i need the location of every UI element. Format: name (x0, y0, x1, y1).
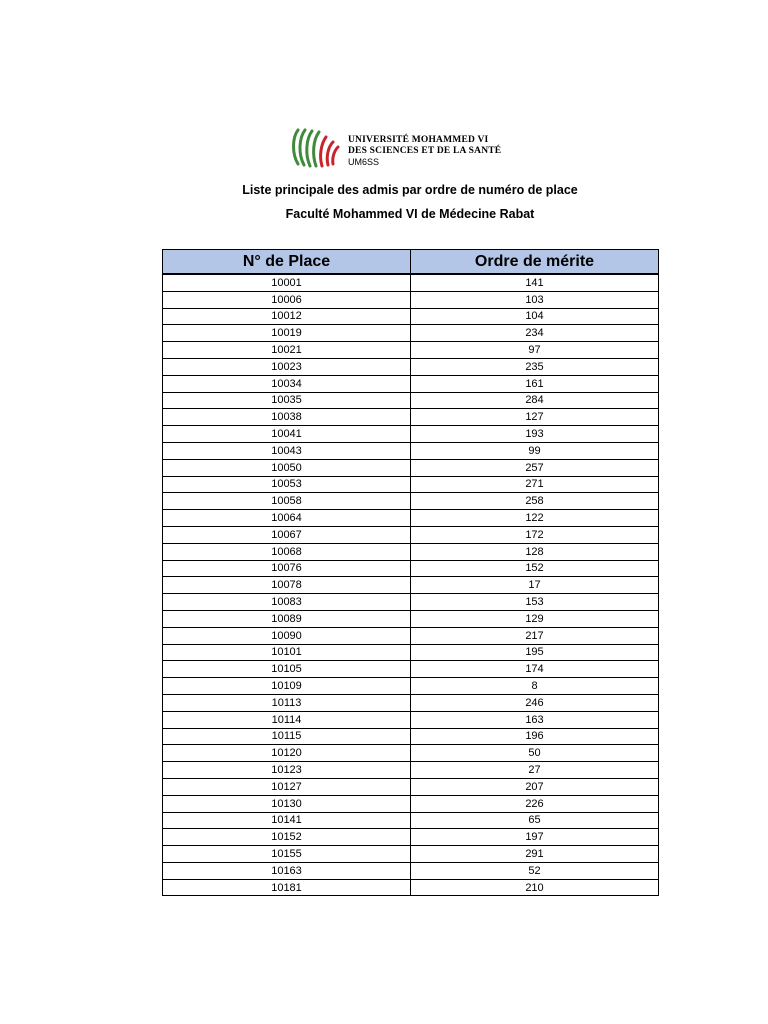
place-number-cell: 10120 (163, 745, 411, 762)
page-title: Liste principale des admis par ordre de numéro de place (242, 183, 578, 197)
place-number-cell: 10083 (163, 594, 411, 611)
merit-rank-cell: 103 (411, 291, 659, 308)
merit-rank-cell: 8 (411, 678, 659, 695)
column-header-merit: Ordre de mérite (411, 250, 659, 275)
table-row (163, 594, 659, 611)
logo-text (348, 135, 501, 167)
place-number-cell: 10130 (163, 795, 411, 812)
table-row (163, 375, 659, 392)
merit-rank-cell: 161 (411, 375, 659, 392)
table-row (163, 678, 659, 695)
place-number-cell: 10023 (163, 358, 411, 375)
place-number-cell: 10006 (163, 291, 411, 308)
table-row (163, 426, 659, 443)
place-number-cell: 10067 (163, 526, 411, 543)
table-row (163, 610, 659, 627)
table-row (163, 493, 659, 510)
table-row (163, 459, 659, 476)
table-row (163, 543, 659, 560)
place-number-cell: 10123 (163, 762, 411, 779)
table-row (163, 392, 659, 409)
logo-emblem-icon (288, 124, 344, 170)
merit-rank-cell: 17 (411, 577, 659, 594)
place-number-cell: 10155 (163, 846, 411, 863)
page-subtitle: Faculté Mohammed VI de Médecine Rabat (285, 207, 535, 221)
merit-rank-cell: 195 (411, 644, 659, 661)
university-logo (288, 124, 528, 170)
place-number-cell: 10038 (163, 409, 411, 426)
merit-rank-cell: 196 (411, 728, 659, 745)
merit-rank-cell: 152 (411, 560, 659, 577)
merit-rank-cell: 128 (411, 543, 659, 560)
merit-rank-cell: 122 (411, 510, 659, 527)
merit-rank-cell: 163 (411, 711, 659, 728)
place-number-cell: 10101 (163, 644, 411, 661)
merit-rank-cell: 246 (411, 694, 659, 711)
place-number-cell: 10141 (163, 812, 411, 829)
merit-rank-cell: 284 (411, 392, 659, 409)
place-number-cell: 10068 (163, 543, 411, 560)
admitted-table (162, 249, 659, 896)
table-row (163, 560, 659, 577)
merit-rank-cell: 52 (411, 862, 659, 879)
table-row (163, 308, 659, 325)
place-number-cell: 10058 (163, 493, 411, 510)
table-row (163, 274, 659, 291)
place-number-cell: 10152 (163, 829, 411, 846)
table-row (163, 745, 659, 762)
merit-rank-cell: 50 (411, 745, 659, 762)
place-number-cell: 10181 (163, 879, 411, 896)
table-header-row (163, 250, 659, 275)
merit-rank-cell: 291 (411, 846, 659, 863)
merit-rank-cell: 193 (411, 426, 659, 443)
place-number-cell: 10001 (163, 274, 411, 291)
column-header-place: N° de Place (163, 250, 411, 275)
merit-rank-cell: 257 (411, 459, 659, 476)
place-number-cell: 10109 (163, 678, 411, 695)
table-row (163, 728, 659, 745)
merit-rank-cell: 234 (411, 325, 659, 342)
place-number-cell: 10105 (163, 661, 411, 678)
place-number-cell: 10012 (163, 308, 411, 325)
university-abbreviation: UM6SS (348, 157, 380, 167)
merit-rank-cell: 235 (411, 358, 659, 375)
place-number-cell: 10113 (163, 694, 411, 711)
table-row (163, 325, 659, 342)
merit-rank-cell: 127 (411, 409, 659, 426)
place-number-cell: 10019 (163, 325, 411, 342)
table-row (163, 644, 659, 661)
place-number-cell: 10050 (163, 459, 411, 476)
table-row (163, 694, 659, 711)
place-number-cell: 10021 (163, 342, 411, 359)
table-row (163, 711, 659, 728)
place-number-cell: 10041 (163, 426, 411, 443)
merit-rank-cell: 217 (411, 627, 659, 644)
table-row (163, 661, 659, 678)
merit-rank-cell: 174 (411, 661, 659, 678)
merit-rank-cell: 99 (411, 442, 659, 459)
table-row (163, 476, 659, 493)
table-row (163, 442, 659, 459)
place-number-cell: 10035 (163, 392, 411, 409)
place-number-cell: 10076 (163, 560, 411, 577)
place-number-cell: 10127 (163, 778, 411, 795)
table-row (163, 409, 659, 426)
university-name-line1: UNIVERSITÉ MOHAMMED VI (348, 135, 489, 145)
merit-rank-cell: 65 (411, 812, 659, 829)
merit-rank-cell: 104 (411, 308, 659, 325)
place-number-cell: 10043 (163, 442, 411, 459)
place-number-cell: 10114 (163, 711, 411, 728)
table-row (163, 862, 659, 879)
table-row (163, 879, 659, 896)
place-number-cell: 10064 (163, 510, 411, 527)
table-row (163, 812, 659, 829)
table-row (163, 795, 659, 812)
merit-rank-cell: 172 (411, 526, 659, 543)
place-number-cell: 10163 (163, 862, 411, 879)
place-number-cell: 10078 (163, 577, 411, 594)
table-row (163, 291, 659, 308)
merit-rank-cell: 141 (411, 274, 659, 291)
merit-rank-cell: 226 (411, 795, 659, 812)
merit-rank-cell: 207 (411, 778, 659, 795)
table-row (163, 762, 659, 779)
merit-rank-cell: 153 (411, 594, 659, 611)
table-row (163, 342, 659, 359)
place-number-cell: 10034 (163, 375, 411, 392)
university-name-line2: DES SCIENCES ET DE LA SANTÉ (348, 146, 502, 156)
merit-rank-cell: 271 (411, 476, 659, 493)
place-number-cell: 10053 (163, 476, 411, 493)
place-number-cell: 10089 (163, 610, 411, 627)
table-row (163, 577, 659, 594)
merit-rank-cell: 129 (411, 610, 659, 627)
merit-rank-cell: 258 (411, 493, 659, 510)
table-row (163, 627, 659, 644)
table-row (163, 510, 659, 527)
table-row (163, 526, 659, 543)
merit-rank-cell: 197 (411, 829, 659, 846)
table-row (163, 778, 659, 795)
merit-rank-cell: 97 (411, 342, 659, 359)
place-number-cell: 10115 (163, 728, 411, 745)
table-row (163, 358, 659, 375)
table-row (163, 829, 659, 846)
merit-rank-cell: 27 (411, 762, 659, 779)
merit-rank-cell: 210 (411, 879, 659, 896)
table-row (163, 846, 659, 863)
place-number-cell: 10090 (163, 627, 411, 644)
